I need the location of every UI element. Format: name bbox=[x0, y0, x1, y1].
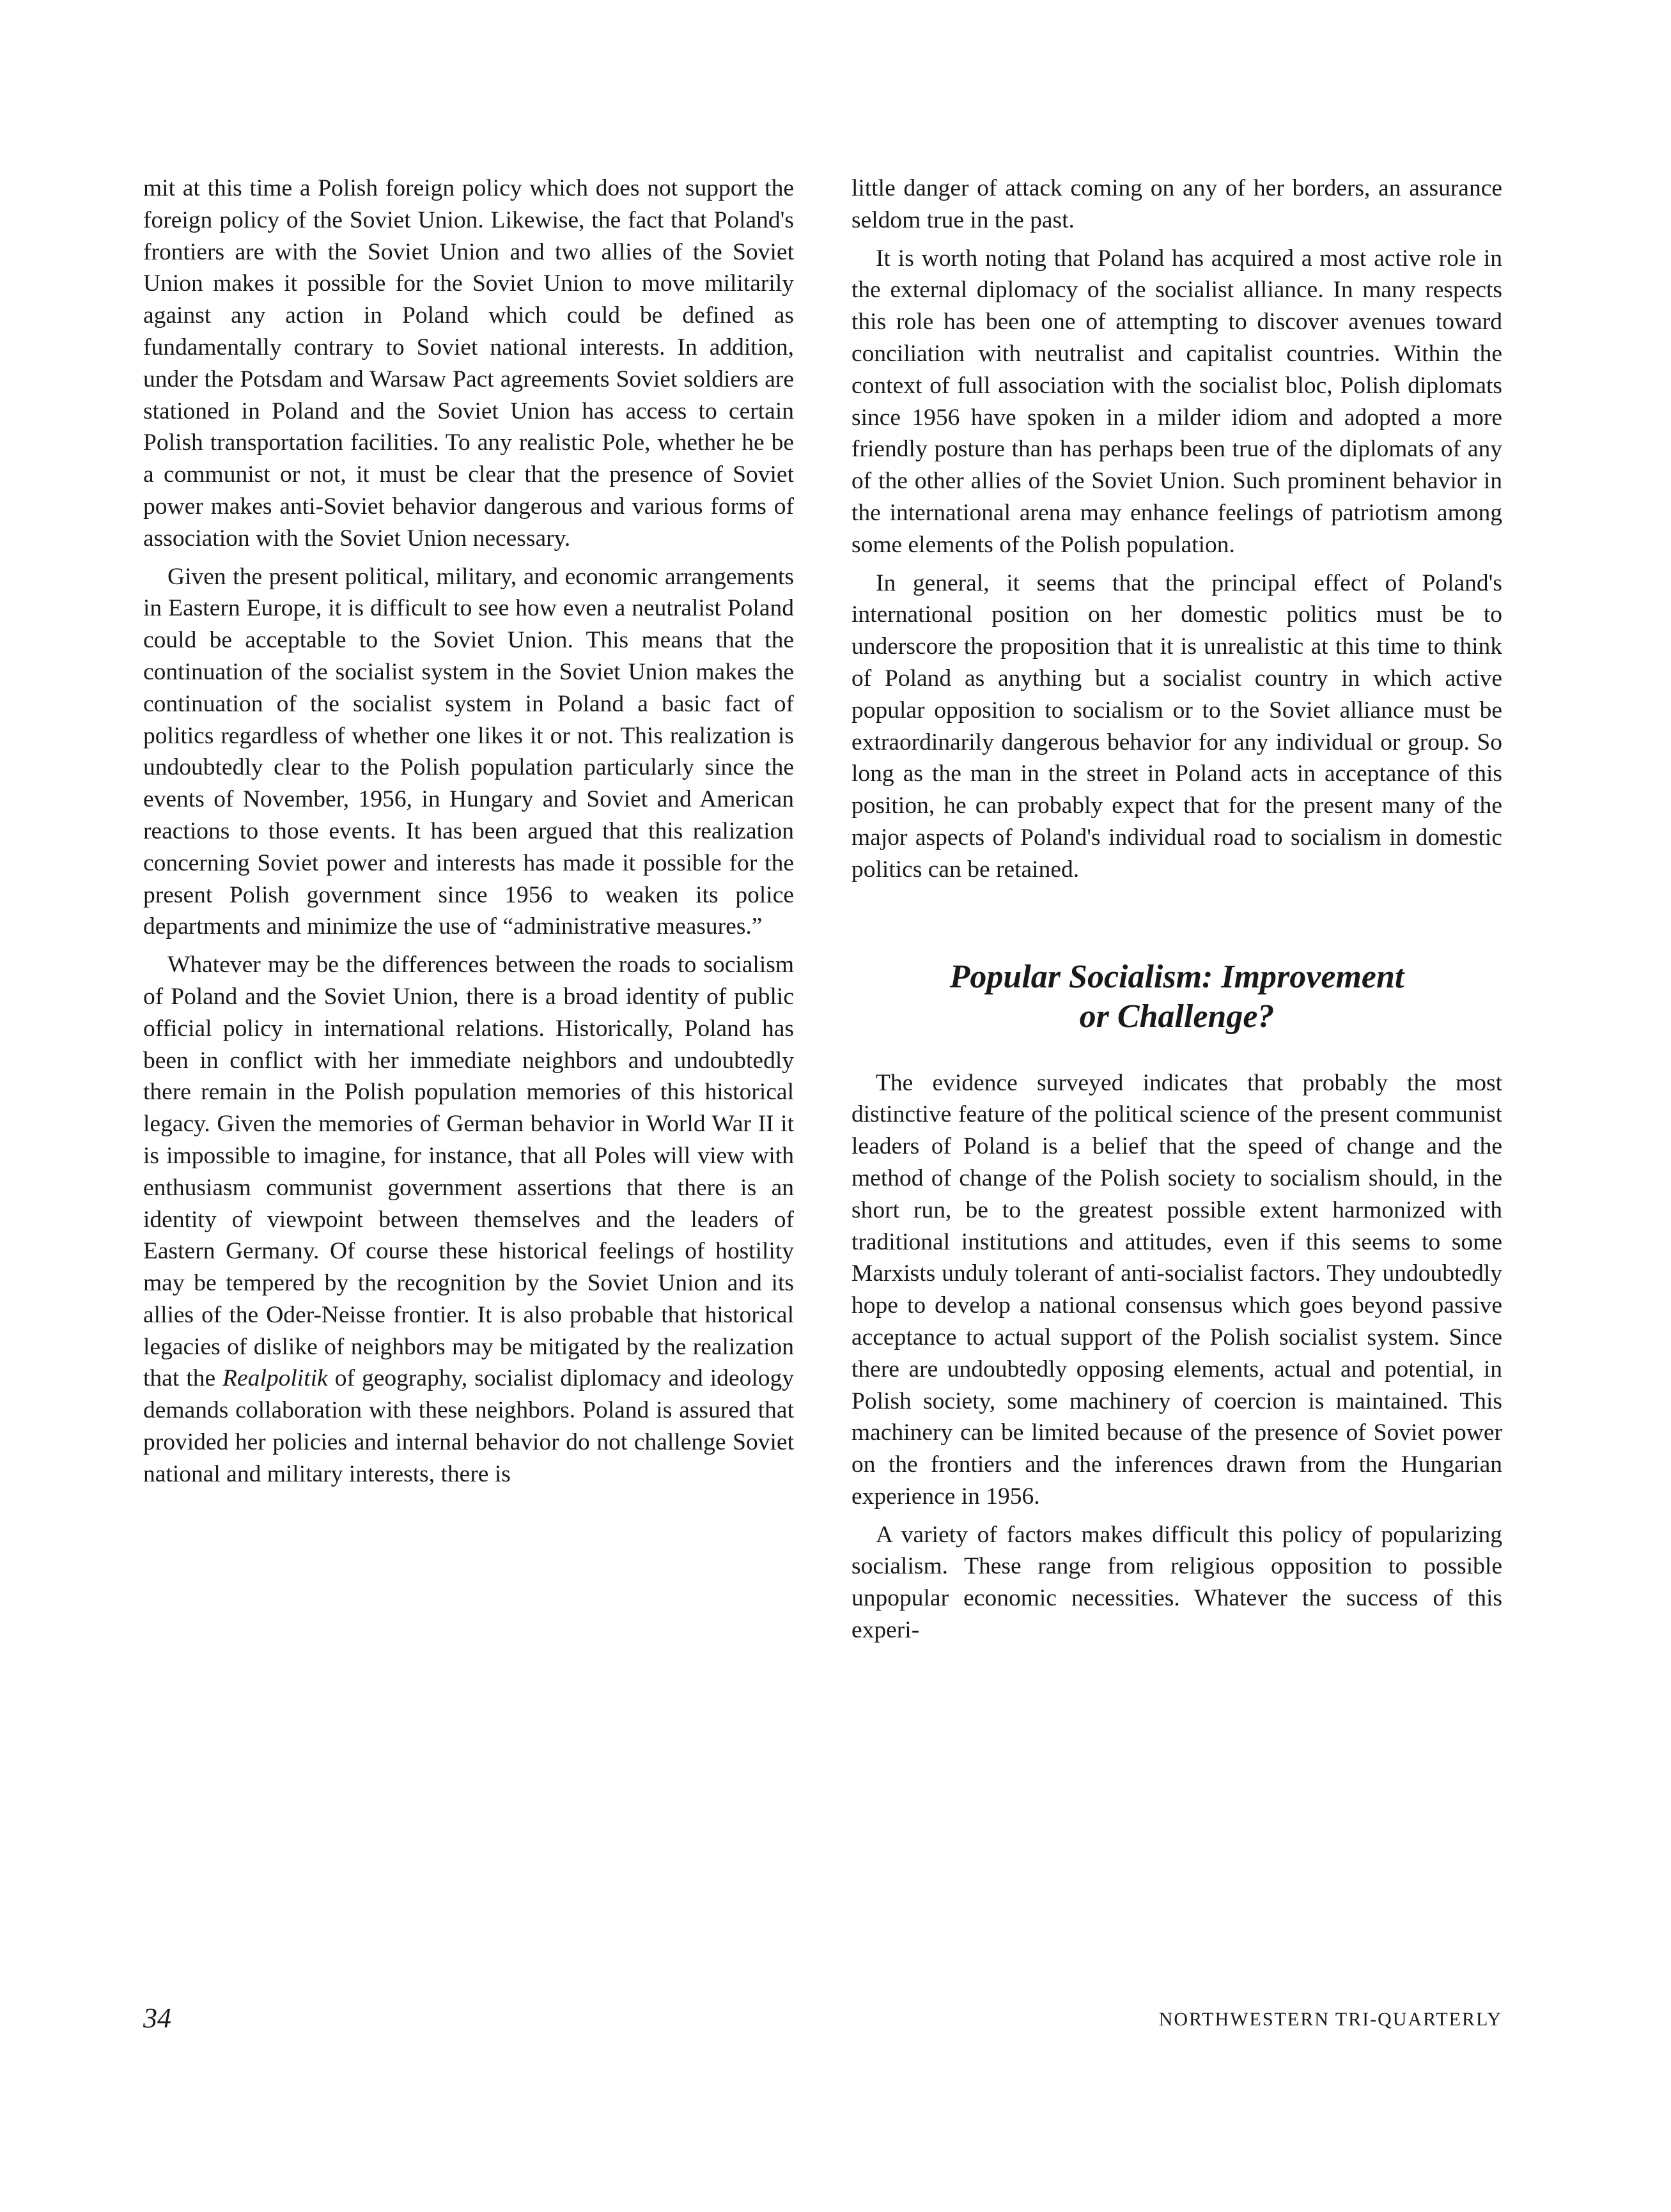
body-paragraph: Given the present political, military, and economic arrangements in Eastern Europe, it is difficult to see how even a neutralist Poland could be acceptable to the Soviet Union. This means that the continuation of the socialist system in the Soviet Union makes the continuation of the socialist system in Poland a basic fact of politics regardless of whether one likes it or not. This realization is undoubtedly clear to the Polish population particularly since the events of November, 1956, in Hungary and Soviet and American reactions to those events. It has been argued that this realization concerning Soviet power and interests has made it possible for the present Polish government since 1956 to weaken its police departments and minimize the use of “administrative measures.” bbox=[143, 563, 794, 940]
body-paragraph: A variety of factors makes difficult this policy of popularizing socialism. These range from religious opposition to possible unpopular economic necessities. Whatever the success of this experi- bbox=[851, 1521, 1502, 1644]
body-text: of geography, socialist diplomacy and ideology demands collaboration with these neighbors. Poland is assured that provided her policies and internal behavior do not challenge Soviet national and military interests, there is bbox=[143, 1365, 794, 1487]
body-text: Whatever may be the differences between the roads to socialism of Poland and the Soviet Union, there is a broad identity of public official policy in international relations. Historically, Poland has been in conflict with her immediate neighbors and undoubtedly there remain in the Polish population memories of this historical legacy. Given the memories of German behavior in World War II it is impossible to imagine, for instance, that all Poles will view with enthusiasm communist government assertions that there is an identity of viewpoint between themselves and the leaders of Eastern Germany. Of course these historical feelings of hostility may be tempered by the recognition by the Soviet Union and its allies of the Oder-Neisse frontier. It is also probable that historical legacies of dislike of neighbors may be mitigated by the realization that the bbox=[143, 952, 794, 1392]
body-paragraph bbox=[143, 949, 794, 1490]
page-footer bbox=[143, 1999, 1502, 2038]
right-column bbox=[851, 173, 1502, 1653]
left-column bbox=[143, 173, 794, 1497]
section-heading bbox=[851, 957, 1502, 1037]
body-paragraph: It is worth noting that Poland has acquired a most active role in the external diplomacy of the socialist alliance. In many respects this role has been one of attempting to discover avenues toward conciliation with neutralist and capitalist countries. Within the context of full association with the socialist bloc, Polish diplomats since 1956 have spoken in a milder idiom and adopted a more friendly posture than has perhaps been true of the diplomats of any of the other allies of the Soviet Union. Such prominent behavior in the international arena may enhance feelings of patriotism among some elements of the Polish population. bbox=[851, 245, 1502, 558]
body-paragraph: The evidence surveyed indicates that probably the most distinctive feature of the political science of the present communist leaders of Poland is a belief that the speed of change and the method of change of the Polish society to socialism should, in the short run, be to the greatest possible extent harmonized with traditional institutions and attitudes, even if this seems to some Marxists unduly tolerant of anti-socialist factors. They undoubtedly hope to develop a national consensus which goes beyond passive acceptance to actual support of the Polish socialist system. Since there are undoubtedly opposing elements, actual and potential, in Polish society, some machinery of coercion is maintained. This machinery can be limited because of the presence of Soviet power on the frontiers and the inferences drawn from the Hungarian experience in 1956. bbox=[851, 1069, 1502, 1510]
journal-name: NORTHWESTERN TRI-QUARTERLY bbox=[1158, 2009, 1502, 2030]
page-number: 34 bbox=[143, 2002, 171, 2034]
italic-term: Realpolitik bbox=[222, 1365, 328, 1392]
section-heading-line-1: Popular Socialism: Improvement bbox=[949, 958, 1404, 995]
body-paragraph: little danger of attack coming on any of her borders, an assurance seldom true in the past. bbox=[851, 175, 1502, 233]
body-paragraph: mit at this time a Polish foreign policy which does not support the foreign policy of the Soviet Union. Likewise, the fact that Poland's frontiers are with the Soviet Union and two allies of the Soviet Union makes it possible for the Soviet Union to move militarily against any action in Poland which could be defined as fundamentally contrary to Soviet national interests. In addition, under the Potsdam and Warsaw Pact agreements Soviet soldiers are stationed in Poland and the Soviet Union has access to certain Polish transportation facilities. To any realistic Pole, whether he be a communist or not, it must be clear that the presence of Soviet power makes anti-Soviet behavior dangerous and various forms of association with the Soviet Union necessary. bbox=[143, 175, 794, 552]
body-paragraph: In general, it seems that the principal effect of Poland's international position on her domestic politics must be to underscore the proposition that it is unrealistic at this time to think of Poland as anything but a socialist country in which active popular opposition to socialism or to the Soviet alliance must be extraordinarily dangerous behavior for any individual or group. So long as the man in the street in Poland acts in acceptance of this position, he can probably expect that for the present many of the major aspects of Poland's individual road to socialism in domestic politics can be retained. bbox=[851, 569, 1502, 883]
section-heading-line-2: or Challenge? bbox=[1079, 998, 1275, 1035]
